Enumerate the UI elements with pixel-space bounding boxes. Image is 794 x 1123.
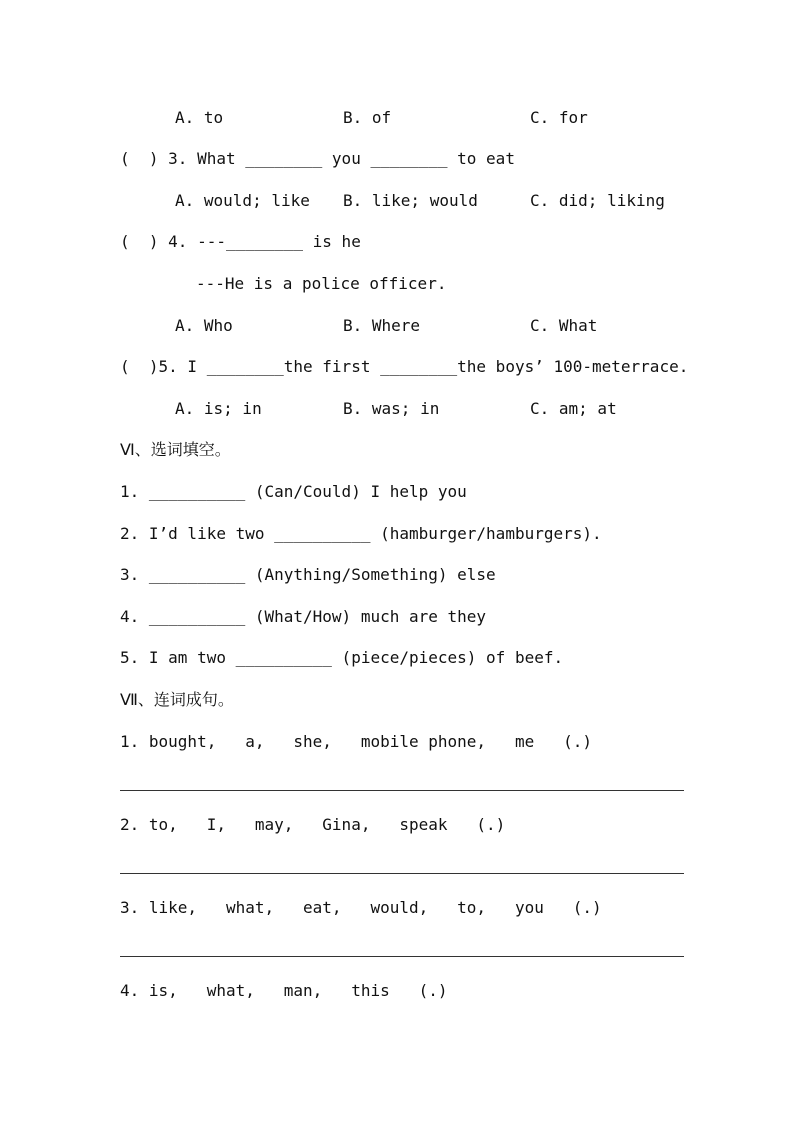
section6-item: 5. I am two __________ (piece/pieces) of beef. — [120, 648, 564, 667]
q3-text: ( ) 3. What ________ you ________ to eat — [120, 149, 515, 168]
section6-heading: Ⅵ、选词填空。 — [120, 440, 231, 459]
q4-option-b: B. Where — [343, 316, 421, 335]
section7-item: 4. is, what, man, this (.) — [120, 981, 448, 1000]
q2-option-b: B. of — [343, 108, 392, 127]
section7-item: 2. to, I, may, Gina, speak (.) — [120, 815, 506, 834]
q2-option-a: A. to — [175, 108, 224, 127]
q3-options — [175, 191, 735, 211]
q3-option-b: B. like; would — [343, 191, 478, 210]
answer-line — [120, 873, 684, 874]
q5-text: ( )5. I ________the first ________the boys’ 100-meterrace. — [120, 357, 689, 376]
q4-option-c: C. What — [530, 316, 598, 335]
answer-line — [120, 790, 684, 791]
q2-options — [175, 108, 735, 128]
q5-option-c: C. am; at — [530, 399, 617, 418]
answer-line — [120, 956, 684, 957]
q5-option-a: A. is; in — [175, 399, 262, 418]
q2-option-c: C. for — [530, 108, 588, 127]
section6-item: 2. I’d like two __________ (hamburger/hamburgers). — [120, 524, 602, 543]
section7-heading: Ⅶ、连词成句。 — [120, 690, 234, 709]
q5-options — [175, 399, 735, 419]
section6-item: 3. __________ (Anything/Something) else — [120, 565, 496, 584]
section7-item: 3. like, what, eat, would, to, you (.) — [120, 898, 602, 917]
q3-option-a: A. would; like — [175, 191, 310, 210]
q4-text: ( ) 4. ---________ is he — [120, 232, 361, 251]
q5-option-b: B. was; in — [343, 399, 440, 418]
q4-option-a: A. Who — [175, 316, 233, 335]
section7-item: 1. bought, a, she, mobile phone, me (.) — [120, 732, 593, 751]
section6-item: 1. __________ (Can/Could) I help you — [120, 482, 467, 501]
section6-item: 4. __________ (What/How) much are they — [120, 607, 487, 626]
q4-options — [175, 316, 735, 336]
q3-option-c: C. did; liking — [530, 191, 665, 210]
q4-reply: ---He is a police officer. — [196, 274, 447, 293]
